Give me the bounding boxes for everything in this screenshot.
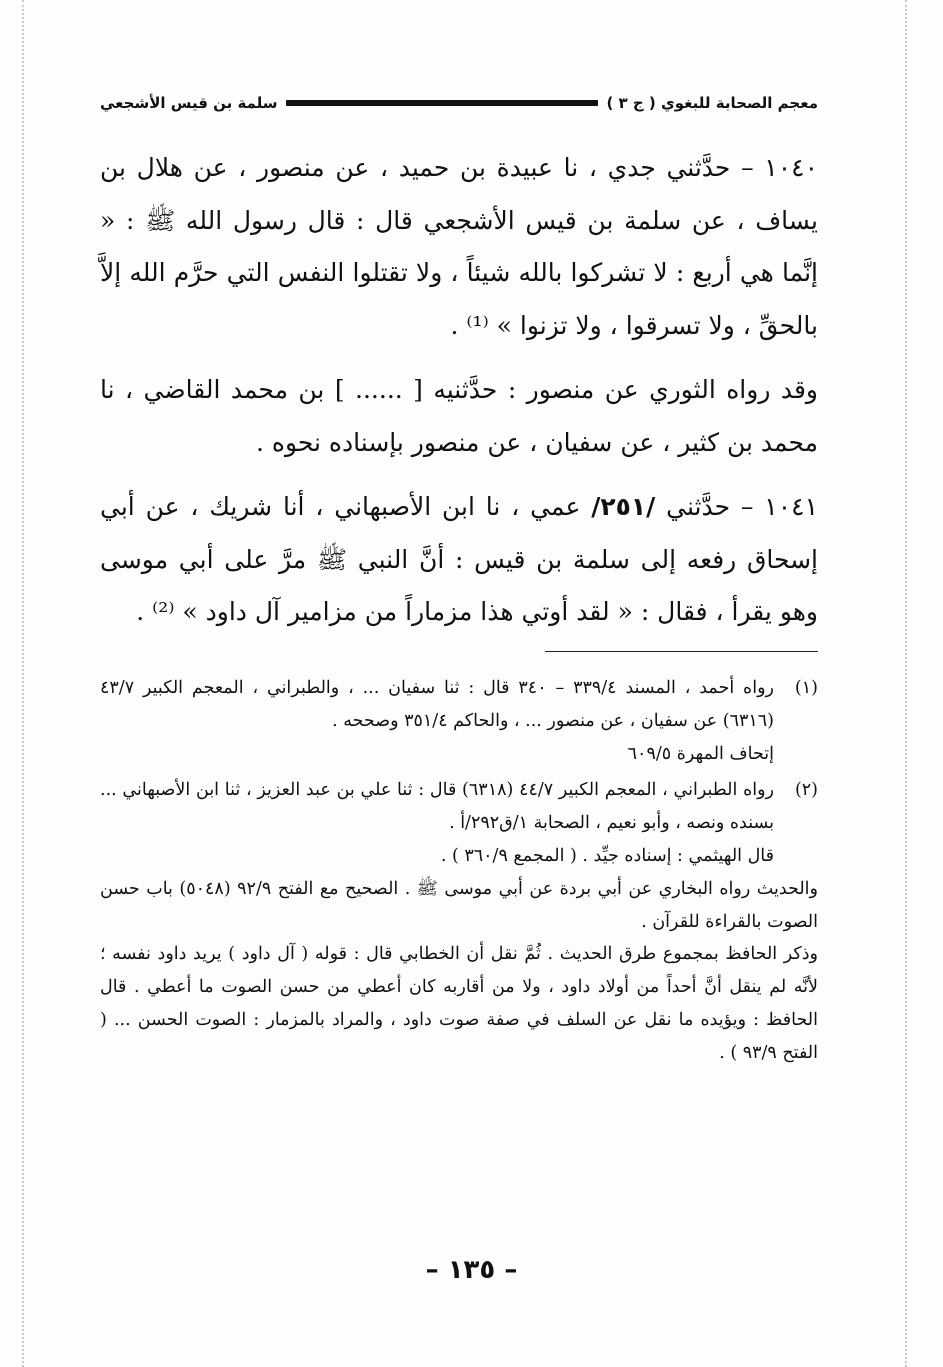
header-book-title: معجم الصحابة للبغوي ( ج ٣ ) bbox=[606, 94, 818, 112]
footnotes bbox=[100, 672, 818, 1070]
footnote-2 bbox=[100, 774, 818, 840]
hadith-1041-rest: عمي ، نا ابن الأصبهاني ، أنا شريك ، عن أبي إسحاق رفعه إلى سلمة بن قيس : أنَّ النبي ﷺ مرَّ على أبي موسى وهو يقرأ ، فقال : « لقد أوتي هذا مزماراً من مزامير آل داود » ⁽²⁾ . bbox=[100, 492, 818, 626]
footnote-1 bbox=[100, 672, 818, 738]
right-margin-dots bbox=[905, 0, 907, 1367]
hadith-1040: ١٠٤٠ – حدَّثني جدي ، نا عبيدة بن حميد ، عن منصور ، عن هلال بن يساف ، عن سلمة بن قيس الأشجعي قال : قال رسول الله ﷺ : « إنَّما هي أربع : لا تشركوا بالله شيئاً ، ولا تقتلوا النفس التي حرَّم الله إلاَّ بالحقِّ ، ولا تسرقوا ، ولا تزنوا » ⁽¹⁾ . bbox=[100, 153, 818, 340]
hadith-1041-start: ١٠٤١ – حدَّثني bbox=[655, 492, 818, 521]
footnote-2-number: (٢) bbox=[794, 780, 818, 801]
footnote-separator bbox=[545, 651, 818, 652]
footnote-1-line3: إتحاف المهرة ٦٠٩/٥ bbox=[627, 743, 774, 764]
hadith-1041 bbox=[100, 481, 818, 639]
footnote-2-hafiz: وذكر الحافظ بمجموع طرق الحديث . ثُمَّ نقل أن الخطابي قال : قوله ( آل داود ) يريد داود نفسه ؛ لأنَّه لم ينقل أنَّ أحداً من أولاد داود ، ولا من أقاربه كان أعطي من حسن الصوت ما أعطي . قال الحافظ : ويؤيده ما نقل عن السلف في صفة صوت داود ، والمراد بالمزمار : الصوت الحسن ... ( الفتح ٩٣/٩ ) . bbox=[100, 944, 818, 1063]
left-margin-dots bbox=[22, 0, 24, 1367]
riwaya-paragraph: وقد رواه الثوري عن منصور : حدَّثنيه [ ...... ] بن محمد القاضي ، نا محمد بن كثير ، عن سفيان ، عن منصور بإسناده نحوه . bbox=[100, 375, 818, 457]
footnote-1-number: (١) bbox=[794, 678, 818, 698]
footnote-2-text: رواه الطبراني ، المعجم الكبير ٤٤/٧ (٦٣١٨) قال : ثنا علي بن عبد العزيز ، ثنا ابن الأصبهاني ... بسنده ونصه ، وأبو نعيم ، الصحابة ١/ق٢٩٢/أ . bbox=[100, 780, 774, 834]
footnote-2-bukhari: والحديث رواه البخاري عن أبي بردة عن أبي موسى ﷺ . الصحيح مع الفتح ٩٢/٩ (٥٠٤٨) باب حسن الصوت بالقراءة للقرآن . bbox=[100, 878, 818, 932]
header-chapter-title: سلمة بن قيس الأشجعي bbox=[100, 94, 278, 112]
main-text bbox=[100, 142, 818, 639]
footnote-2-haythami: قال الهيثمي : إسناده جيِّد . ( المجمع ٣٦٠/٩ ) . bbox=[440, 845, 774, 866]
page-number: – ١٣٥ – bbox=[425, 1255, 518, 1285]
manuscript-folio-ref: /٢٥١/ bbox=[591, 492, 656, 521]
footnote-1-text: رواه أحمد ، المسند ٣٣٩/٤ – ٣٤٠ قال : ثنا سفيان ... ، والطبراني ، المعجم الكبير ٤٣/٧ (٦٣١٦) عن سفيان ، عن منصور ... ، والحاكم ٣٥١/٤ وصححه . bbox=[100, 678, 774, 731]
header-rule bbox=[286, 100, 599, 106]
running-header bbox=[100, 86, 818, 120]
